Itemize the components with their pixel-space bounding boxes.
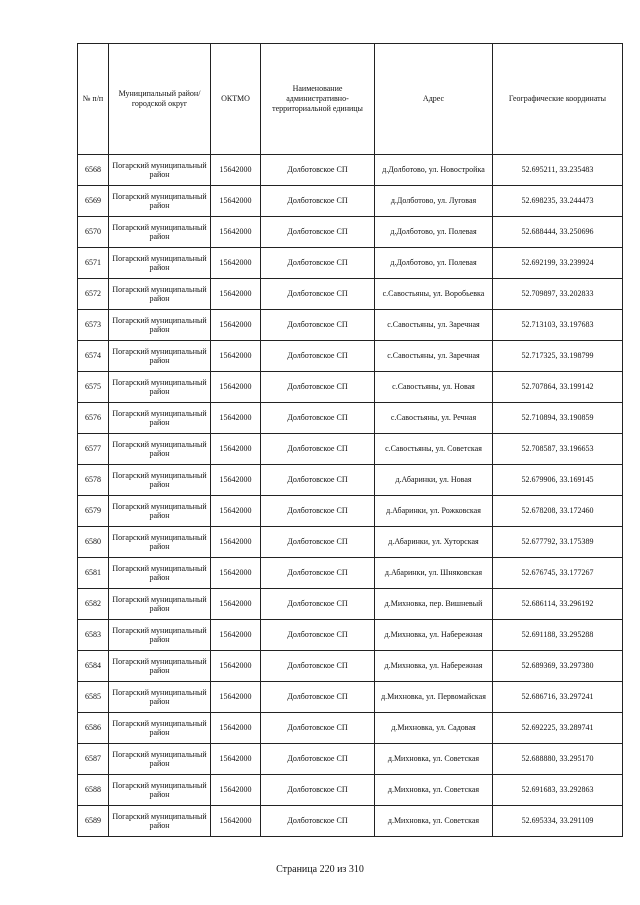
cell-unit: Долботовское СП [261,465,375,496]
cell-coords: 52.689369, 33.297380 [493,651,623,682]
header-unit: Наименование административно-территориальной единицы [261,44,375,155]
table-row [78,775,623,806]
cell-unit: Долботовское СП [261,372,375,403]
table-row [78,682,623,713]
cell-oktmo: 15642000 [211,775,261,806]
cell-oktmo: 15642000 [211,744,261,775]
cell-unit: Долботовское СП [261,496,375,527]
cell-num: 6586 [78,713,109,744]
table-body [78,155,623,837]
cell-district: Погарский муниципальный район [109,775,211,806]
cell-district: Погарский муниципальный район [109,620,211,651]
cell-address: с.Савостьяны, ул. Новая [375,372,493,403]
cell-oktmo: 15642000 [211,217,261,248]
cell-address: д.Абаринки, ул. Шняковская [375,558,493,589]
cell-coords: 52.691188, 33.295288 [493,620,623,651]
cell-district: Погарский муниципальный район [109,496,211,527]
cell-address: с.Савостьяны, ул. Воробьевка [375,279,493,310]
cell-district: Погарский муниципальный район [109,558,211,589]
cell-unit: Долботовское СП [261,744,375,775]
cell-num: 6588 [78,775,109,806]
header-coords: Географические координаты [493,44,623,155]
cell-oktmo: 15642000 [211,341,261,372]
cell-oktmo: 15642000 [211,403,261,434]
table-row [78,589,623,620]
cell-num: 6574 [78,341,109,372]
cell-coords: 52.679906, 33.169145 [493,465,623,496]
cell-district: Погарский муниципальный район [109,403,211,434]
cell-unit: Долботовское СП [261,403,375,434]
cell-num: 6582 [78,589,109,620]
cell-num: 6580 [78,527,109,558]
cell-num: 6577 [78,434,109,465]
cell-oktmo: 15642000 [211,310,261,341]
cell-num: 6585 [78,682,109,713]
cell-district: Погарский муниципальный район [109,465,211,496]
cell-num: 6568 [78,155,109,186]
cell-coords: 52.677792, 33.175389 [493,527,623,558]
cell-oktmo: 15642000 [211,558,261,589]
cell-coords: 52.688880, 33.295170 [493,744,623,775]
cell-coords: 52.710894, 33.190859 [493,403,623,434]
cell-unit: Долботовское СП [261,434,375,465]
cell-unit: Долботовское СП [261,155,375,186]
cell-coords: 52.707864, 33.199142 [493,372,623,403]
cell-coords: 52.692199, 33.239924 [493,248,623,279]
cell-num: 6581 [78,558,109,589]
cell-num: 6587 [78,744,109,775]
cell-address: д.Михновка, ул. Советская [375,775,493,806]
cell-num: 6569 [78,186,109,217]
cell-unit: Долботовское СП [261,186,375,217]
table-row [78,496,623,527]
cell-num: 6570 [78,217,109,248]
table-row [78,279,623,310]
cell-coords: 52.698235, 33.244473 [493,186,623,217]
table-row [78,217,623,248]
cell-oktmo: 15642000 [211,372,261,403]
cell-num: 6572 [78,279,109,310]
cell-unit: Долботовское СП [261,589,375,620]
cell-district: Погарский муниципальный район [109,372,211,403]
cell-coords: 52.695334, 33.291109 [493,806,623,837]
cell-address: д.Михновка, ул. Набережная [375,620,493,651]
cell-district: Погарский муниципальный район [109,682,211,713]
cell-address: д.Михновка, ул. Советская [375,806,493,837]
table-row [78,651,623,682]
cell-oktmo: 15642000 [211,527,261,558]
cell-coords: 52.678208, 33.172460 [493,496,623,527]
cell-district: Погарский муниципальный район [109,744,211,775]
table-row [78,372,623,403]
cell-unit: Долботовское СП [261,558,375,589]
cell-district: Погарский муниципальный район [109,651,211,682]
cell-num: 6573 [78,310,109,341]
cell-unit: Долботовское СП [261,279,375,310]
cell-address: д.Долботово, ул. Новостройка [375,155,493,186]
cell-district: Погарский муниципальный район [109,279,211,310]
cell-oktmo: 15642000 [211,186,261,217]
cell-oktmo: 15642000 [211,496,261,527]
cell-coords: 52.717325, 33.198799 [493,341,623,372]
table-row [78,744,623,775]
cell-address: д.Долботово, ул. Луговая [375,186,493,217]
cell-address: д.Михновка, ул. Советская [375,744,493,775]
cell-coords: 52.708587, 33.196653 [493,434,623,465]
cell-district: Погарский муниципальный район [109,217,211,248]
cell-district: Погарский муниципальный район [109,806,211,837]
cell-oktmo: 15642000 [211,465,261,496]
cell-district: Погарский муниципальный район [109,186,211,217]
cell-address: с.Савостьяны, ул. Заречная [375,310,493,341]
cell-district: Погарский муниципальный район [109,589,211,620]
table-row [78,527,623,558]
table-row [78,403,623,434]
cell-num: 6583 [78,620,109,651]
cell-oktmo: 15642000 [211,279,261,310]
table-row [78,806,623,837]
cell-address: д.Михновка, ул. Садовая [375,713,493,744]
cell-unit: Долботовское СП [261,248,375,279]
cell-coords: 52.695211, 33.235483 [493,155,623,186]
cell-district: Погарский муниципальный район [109,341,211,372]
table-row [78,558,623,589]
cell-coords: 52.692225, 33.289741 [493,713,623,744]
header-num: № п/п [78,44,109,155]
cell-address: д.Михновка, ул. Набережная [375,651,493,682]
cell-oktmo: 15642000 [211,806,261,837]
cell-coords: 52.676745, 33.177267 [493,558,623,589]
cell-unit: Долботовское СП [261,620,375,651]
cell-address: д.Михновка, ул. Первомайская [375,682,493,713]
cell-address: д.Абаринки, ул. Хуторская [375,527,493,558]
cell-address: д.Абаринки, ул. Рожковская [375,496,493,527]
registry-table [77,43,623,837]
cell-unit: Долботовское СП [261,651,375,682]
cell-oktmo: 15642000 [211,155,261,186]
table-row [78,465,623,496]
cell-unit: Долботовское СП [261,775,375,806]
cell-unit: Долботовское СП [261,713,375,744]
table-row [78,620,623,651]
cell-unit: Долботовское СП [261,527,375,558]
cell-address: с.Савостьяны, ул. Заречная [375,341,493,372]
cell-unit: Долботовское СП [261,341,375,372]
cell-coords: 52.709897, 33.202833 [493,279,623,310]
page-number: Страница 220 из 310 [276,864,364,875]
table-row [78,155,623,186]
table-row [78,341,623,372]
cell-num: 6584 [78,651,109,682]
header-address: Адрес [375,44,493,155]
cell-address: д.Долботово, ул. Полевая [375,248,493,279]
table-row [78,713,623,744]
table-row [78,310,623,341]
cell-district: Погарский муниципальный район [109,527,211,558]
cell-address: д.Абаринки, ул. Новая [375,465,493,496]
table-row [78,434,623,465]
cell-num: 6579 [78,496,109,527]
cell-address: с.Савостьяны, ул. Речная [375,403,493,434]
cell-oktmo: 15642000 [211,248,261,279]
cell-address: д.Михновка, пер. Вишневый [375,589,493,620]
cell-oktmo: 15642000 [211,682,261,713]
cell-num: 6589 [78,806,109,837]
header-oktmo: ОКТМО [211,44,261,155]
cell-coords: 52.686114, 33.296192 [493,589,623,620]
cell-coords: 52.713103, 33.197683 [493,310,623,341]
cell-unit: Долботовское СП [261,217,375,248]
cell-address: д.Долботово, ул. Полевая [375,217,493,248]
cell-coords: 52.688444, 33.250696 [493,217,623,248]
cell-num: 6571 [78,248,109,279]
cell-district: Погарский муниципальный район [109,713,211,744]
cell-num: 6576 [78,403,109,434]
cell-num: 6575 [78,372,109,403]
cell-unit: Долботовское СП [261,310,375,341]
cell-oktmo: 15642000 [211,434,261,465]
cell-num: 6578 [78,465,109,496]
cell-district: Погарский муниципальный район [109,248,211,279]
table-row [78,186,623,217]
cell-oktmo: 15642000 [211,620,261,651]
cell-district: Погарский муниципальный район [109,155,211,186]
table-row [78,248,623,279]
table-header-row [78,44,623,155]
cell-oktmo: 15642000 [211,713,261,744]
cell-coords: 52.691683, 33.292863 [493,775,623,806]
cell-oktmo: 15642000 [211,589,261,620]
cell-coords: 52.686716, 33.297241 [493,682,623,713]
cell-unit: Долботовское СП [261,682,375,713]
cell-unit: Долботовское СП [261,806,375,837]
cell-address: с.Савостьяны, ул. Советская [375,434,493,465]
cell-district: Погарский муниципальный район [109,434,211,465]
cell-district: Погарский муниципальный район [109,310,211,341]
cell-oktmo: 15642000 [211,651,261,682]
header-district: Муниципальный район/городской округ [109,44,211,155]
